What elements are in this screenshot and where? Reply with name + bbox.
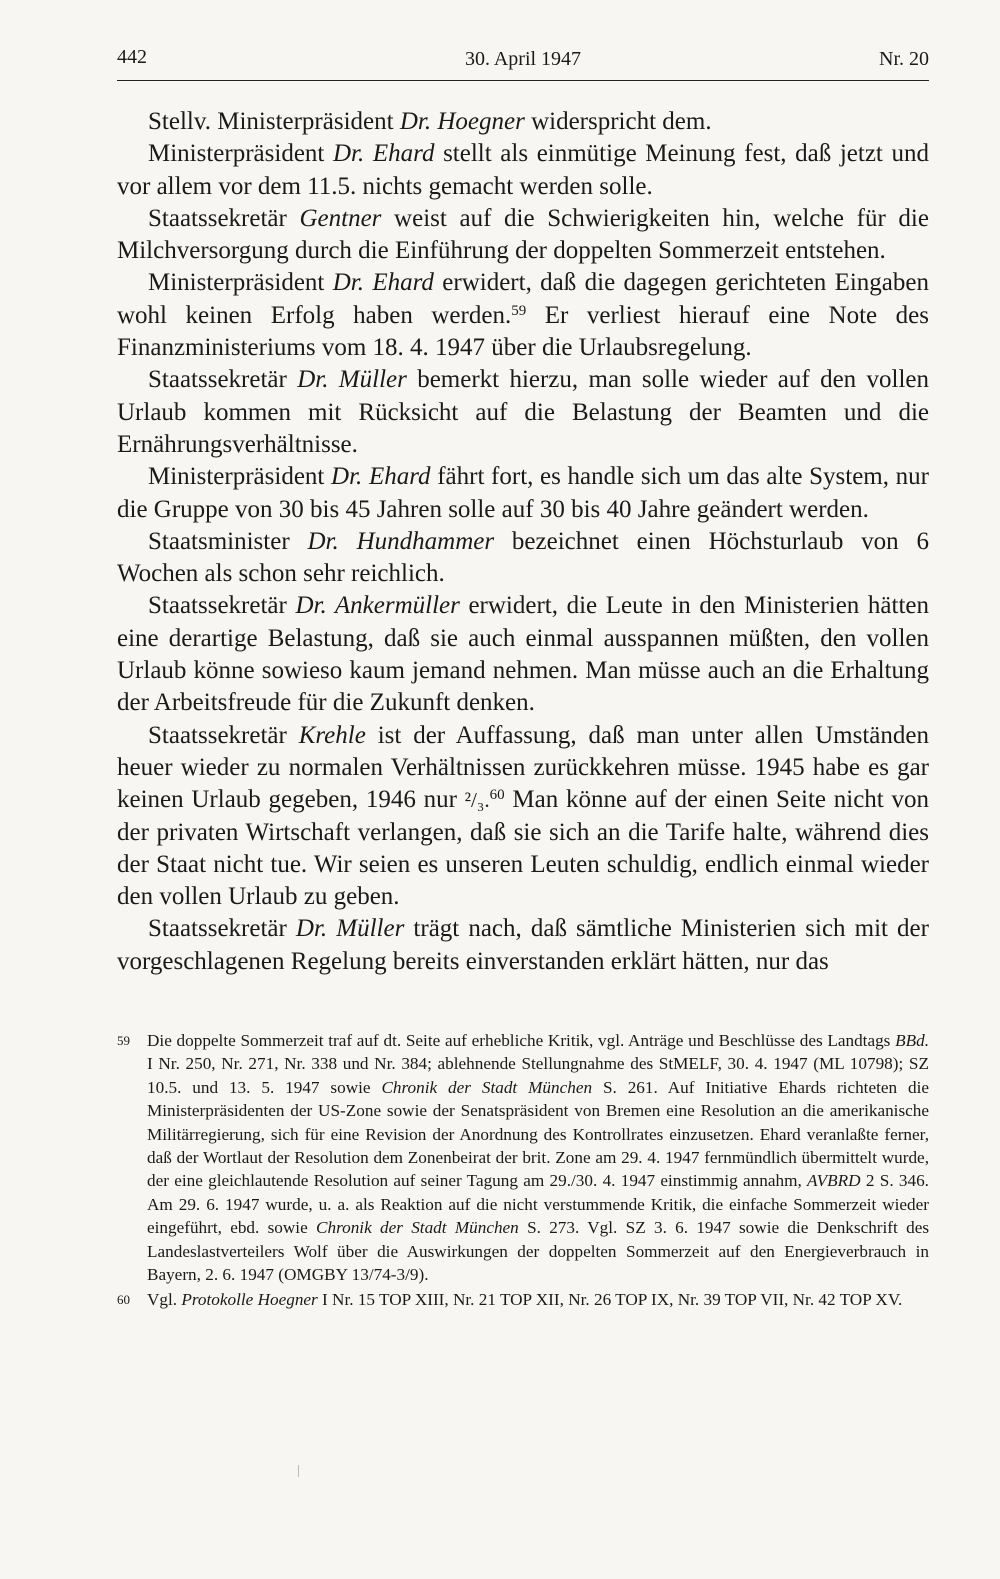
speaker-name: Dr. Ehard — [332, 140, 435, 168]
footnote-number: 60 — [117, 1292, 130, 1308]
paragraph: Ministerpräsident Dr. Ehard fährt fort, es handle sich um das alte System, nur die Gruppe von 30 bis 45 Jahren solle auf 30 bis 40 Jahre geändert werden. — [117, 463, 929, 523]
speaker-name: Krehle — [298, 721, 366, 749]
paragraph: Ministerpräsident Dr. Ehard stellt als einmütige Meinung fest, daß jetzt und vor allem vor dem 11.5. nichts gemacht werden solle. — [117, 140, 930, 200]
paragraph: Stellv. Ministerpräsident Dr. Hoegner widerspricht dem. — [148, 108, 712, 135]
speaker-name: Dr. Ehard — [331, 463, 431, 491]
paragraph: Staatssekretär Dr. Müller bemerkt hierzu, man solle wieder auf den vollen Urlaub kommen mit Rücksicht auf die Belastung der Beamten und die Ernährungsverhältnisse. — [117, 366, 929, 458]
header-rule — [117, 80, 929, 81]
running-header — [117, 44, 929, 80]
footnotes — [117, 1029, 929, 1314]
footnote-ref[interactable]: 60 — [489, 786, 505, 803]
paragraph: Staatssekretär Dr. Ankermüller erwidert, die Leute in den Ministerien hätten eine derartige Belastung, daß sie auch einmal ausspannen müßten, den vollen Urlaub könne sowieso kaum jemand nehmen. Man müsse auch an die Erhaltung der Arbeitsfreude für die Zukunft denken. — [117, 592, 929, 717]
footnote: 59 Die doppelte Sommerzeit traf auf dt. Seite auf erhebliche Kritik, vgl. Anträge und Beschlüsse des Landtags BBd. I Nr. 250, Nr. 271, Nr. 338 und Nr. 384; ablehnende Stellungnahme des StMELF, 30. 4. 1947 (ML 10798); SZ 10.5. und 13. 5. 1947 sowie Chronik der Stadt München S. 261. Auf Initiative Ehards richteten die Ministerpräsidenten der US-Zone sowie der Senatspräsident von Bremen eine Resolution an die amerikanische Militärregierung, sich für eine Revision der Anordnung des Kontrollrates einzusetzen. Ehard veranlaßte ferner, daß der Wortlaut der Resolution dem Zonenbeirat der brit. Zone am 29. 4. 1947 fernmündlich übermittelt wurde, der eine gleichlautende Resolution auf seiner Tagung am 29./30. 4. 1947 einstimmig annahm, AVBRD 2 S. 346. Am 29. 6. 1947 wurde, u. a. als Reaktion auf die nicht verstummende Kritik, die einfache Sommerzeit wieder eingeführt, ebd. sowie Chronik der Stadt München S. 273. Vgl. SZ 3. 6. 1947 sowie die Denkschrift des Landeslastverteilers Wolf über die Auswirkungen der doppelten Sommerzeit auf den Energieverbrauch in Bayern, 2. 6. 1947 (OMGBY 13/74-3/9). — [117, 1031, 930, 1285]
speaker-name: Dr. Ehard — [332, 269, 434, 297]
speaker-name: Dr. Müller — [297, 366, 407, 394]
speaker-name: Dr. Hoegner — [399, 108, 525, 135]
footnote-number: 59 — [117, 1033, 130, 1048]
speaker-name: Dr. Hundhammer — [307, 527, 495, 555]
footnote: 60 Vgl. Protokolle Hoegner I Nr. 15 TOP XIII, Nr. 21 TOP XII, Nr. 26 TOP IX, Nr. 39 TOP VII, Nr. 42 TOP XV. — [117, 1288, 929, 1311]
speaker-name: Dr. Ankermüller — [295, 592, 460, 620]
scan-mark — [298, 1465, 303, 1477]
speaker-name: Dr. Müller — [295, 915, 405, 943]
page-number: 442 — [117, 46, 147, 68]
speaker-name: Gentner — [299, 204, 382, 232]
paragraph: Staatsminister Dr. Hundhammer bezeichnet einen Höchsturlaub von 6 Wochen als schon sehr reichlich. — [117, 527, 930, 588]
header-date: 30. April 1947 — [464, 48, 582, 70]
footnote-ref[interactable]: 59 — [511, 302, 527, 319]
paragraph: Staatssekretär Dr. Müller trägt nach, daß sämtliche Ministerien sich mit der vorgeschlagenen Regelung bereits einverstanden erklärt hätten, nur das — [117, 915, 929, 975]
paragraph: Staatssekretär Krehle ist der Auffassung, daß man unter allen Umständen heuer wieder zu normalen Verhältnissen zurückkehren müsse. 1945 habe es gar keinen Urlaub gegeben, 1946 nur ²/₃.$^{60}$ Man könne auf der einen Seite nicht von der privaten Wirtschaft verlangen, daß sie sich an die Tarife halte, während dies der Staat nicht tue. Wir seien es unseren Leuten schuldig, endlich einmal wieder den vollen Urlaub zu geben. — [117, 721, 929, 911]
document-number: Nr. 20 — [879, 48, 929, 70]
protocol-text — [117, 106, 929, 978]
paragraph: Ministerpräsident Dr. Ehard erwidert, daß die dagegen gerichteten Eingaben wohl keinen Erfolg haben werden.$^{59}$ Er verliest hierauf eine Note des Finanzministeriums vom 18. 4. 1947 über die Urlaubsregelung. — [117, 269, 929, 362]
fraction: ²/₃. — [464, 788, 490, 813]
paragraph: Staatssekretär Gentner weist auf die Schwierigkeiten hin, welche für die Milchversorgung durch die Einführung der doppelten Sommerzeit entstehen. — [117, 204, 929, 265]
